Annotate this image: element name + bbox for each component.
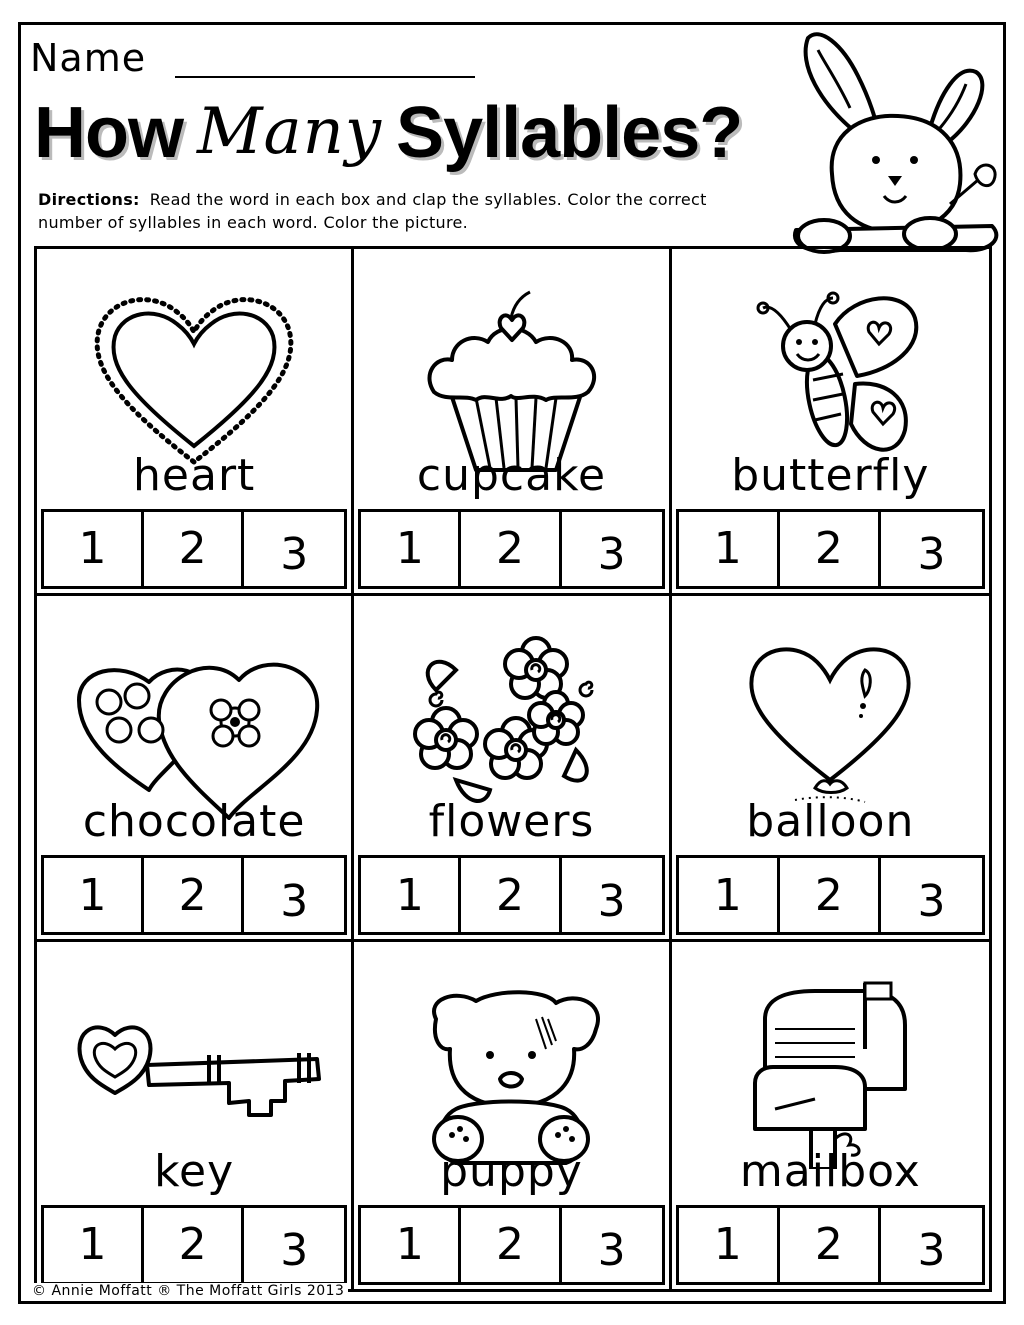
syllable-option-3[interactable]: 3 [280, 529, 309, 581]
key-icon[interactable] [59, 979, 329, 1169]
syllable-option-1[interactable]: 1 [361, 512, 461, 586]
syllable-option-2[interactable]: 2 [780, 512, 881, 586]
syllable-option-1[interactable]: 1 [44, 858, 144, 932]
syllable-choices [41, 509, 347, 589]
copyright-footer: © Annie Moffatt ® The Moffatt Girls 2013 [32, 1283, 348, 1299]
balloon-icon[interactable] [715, 630, 945, 820]
syllable-option-1[interactable]: 1 [679, 512, 780, 586]
syllable-option-2[interactable]: 2 [144, 858, 244, 932]
syllable-option-1[interactable]: 1 [44, 1208, 144, 1282]
syllable-option-2[interactable]: 2 [780, 858, 881, 932]
name-input-line[interactable] [175, 76, 475, 78]
directions-text: Read the word in each box and clap the syllables. Color the correct number of syllables in each word. Color the picture. [38, 190, 707, 232]
syllable-choices [41, 855, 347, 935]
syllable-option-3[interactable]: 3 [917, 529, 946, 581]
word-card [354, 249, 671, 596]
heart-icon[interactable] [79, 284, 309, 474]
syllable-choices [358, 509, 664, 589]
title-syllables: Syllables? [396, 93, 743, 173]
syllable-option-1[interactable]: 1 [679, 1208, 780, 1282]
word-label: balloon [746, 796, 915, 848]
word-label: mailbox [739, 1145, 921, 1197]
syllable-choices [41, 1205, 347, 1285]
title-many: Many [196, 95, 383, 169]
word-label: chocolate [82, 796, 306, 848]
word-card [37, 942, 354, 1289]
syllable-option-3[interactable]: 3 [597, 529, 626, 581]
syllable-option-3[interactable]: 3 [917, 875, 946, 927]
syllable-choices [676, 509, 985, 589]
syllable-grid [34, 246, 992, 1292]
word-card [354, 596, 671, 943]
syllable-choices [358, 855, 664, 935]
word-card [672, 249, 989, 596]
syllable-option-2[interactable]: 2 [461, 858, 561, 932]
syllable-choices [358, 1205, 664, 1285]
name-label: Name [30, 36, 147, 80]
syllable-option-3[interactable]: 3 [917, 1225, 946, 1277]
syllable-option-2[interactable]: 2 [780, 1208, 881, 1282]
chocolate-box-icon[interactable] [59, 630, 329, 820]
directions [38, 188, 768, 234]
word-card [672, 596, 989, 943]
word-label: cupcake [416, 449, 607, 501]
title-how: How [34, 93, 183, 173]
syllable-option-2[interactable]: 2 [144, 1208, 244, 1282]
syllable-option-1[interactable]: 1 [679, 858, 780, 932]
word-label: butterfly [731, 449, 930, 501]
word-label: puppy [440, 1145, 583, 1197]
syllable-option-2[interactable]: 2 [144, 512, 244, 586]
word-card [354, 942, 671, 1289]
word-label: heart [133, 449, 256, 501]
word-card [672, 942, 989, 1289]
syllable-option-1[interactable]: 1 [44, 512, 144, 586]
syllable-option-1[interactable]: 1 [361, 858, 461, 932]
cupcake-icon[interactable] [396, 284, 626, 474]
directions-label: Directions: [38, 190, 140, 209]
syllable-option-3[interactable]: 3 [280, 875, 309, 927]
syllable-option-3[interactable]: 3 [280, 1225, 309, 1277]
page-title [34, 92, 742, 182]
bunny-icon [780, 24, 1010, 254]
syllable-option-3[interactable]: 3 [597, 875, 626, 927]
syllable-option-1[interactable]: 1 [361, 1208, 461, 1282]
syllable-option-2[interactable]: 2 [461, 512, 561, 586]
word-label: key [154, 1145, 235, 1197]
syllable-choices [676, 1205, 985, 1285]
word-card [37, 249, 354, 596]
flowers-icon[interactable] [396, 630, 626, 820]
puppy-icon[interactable] [396, 979, 626, 1169]
butterfly-icon[interactable] [715, 284, 945, 474]
word-card [37, 596, 354, 943]
word-label: flowers [428, 796, 595, 848]
syllable-option-3[interactable]: 3 [597, 1225, 626, 1277]
syllable-choices [676, 855, 985, 935]
mailbox-icon[interactable] [715, 979, 945, 1169]
syllable-option-2[interactable]: 2 [461, 1208, 561, 1282]
